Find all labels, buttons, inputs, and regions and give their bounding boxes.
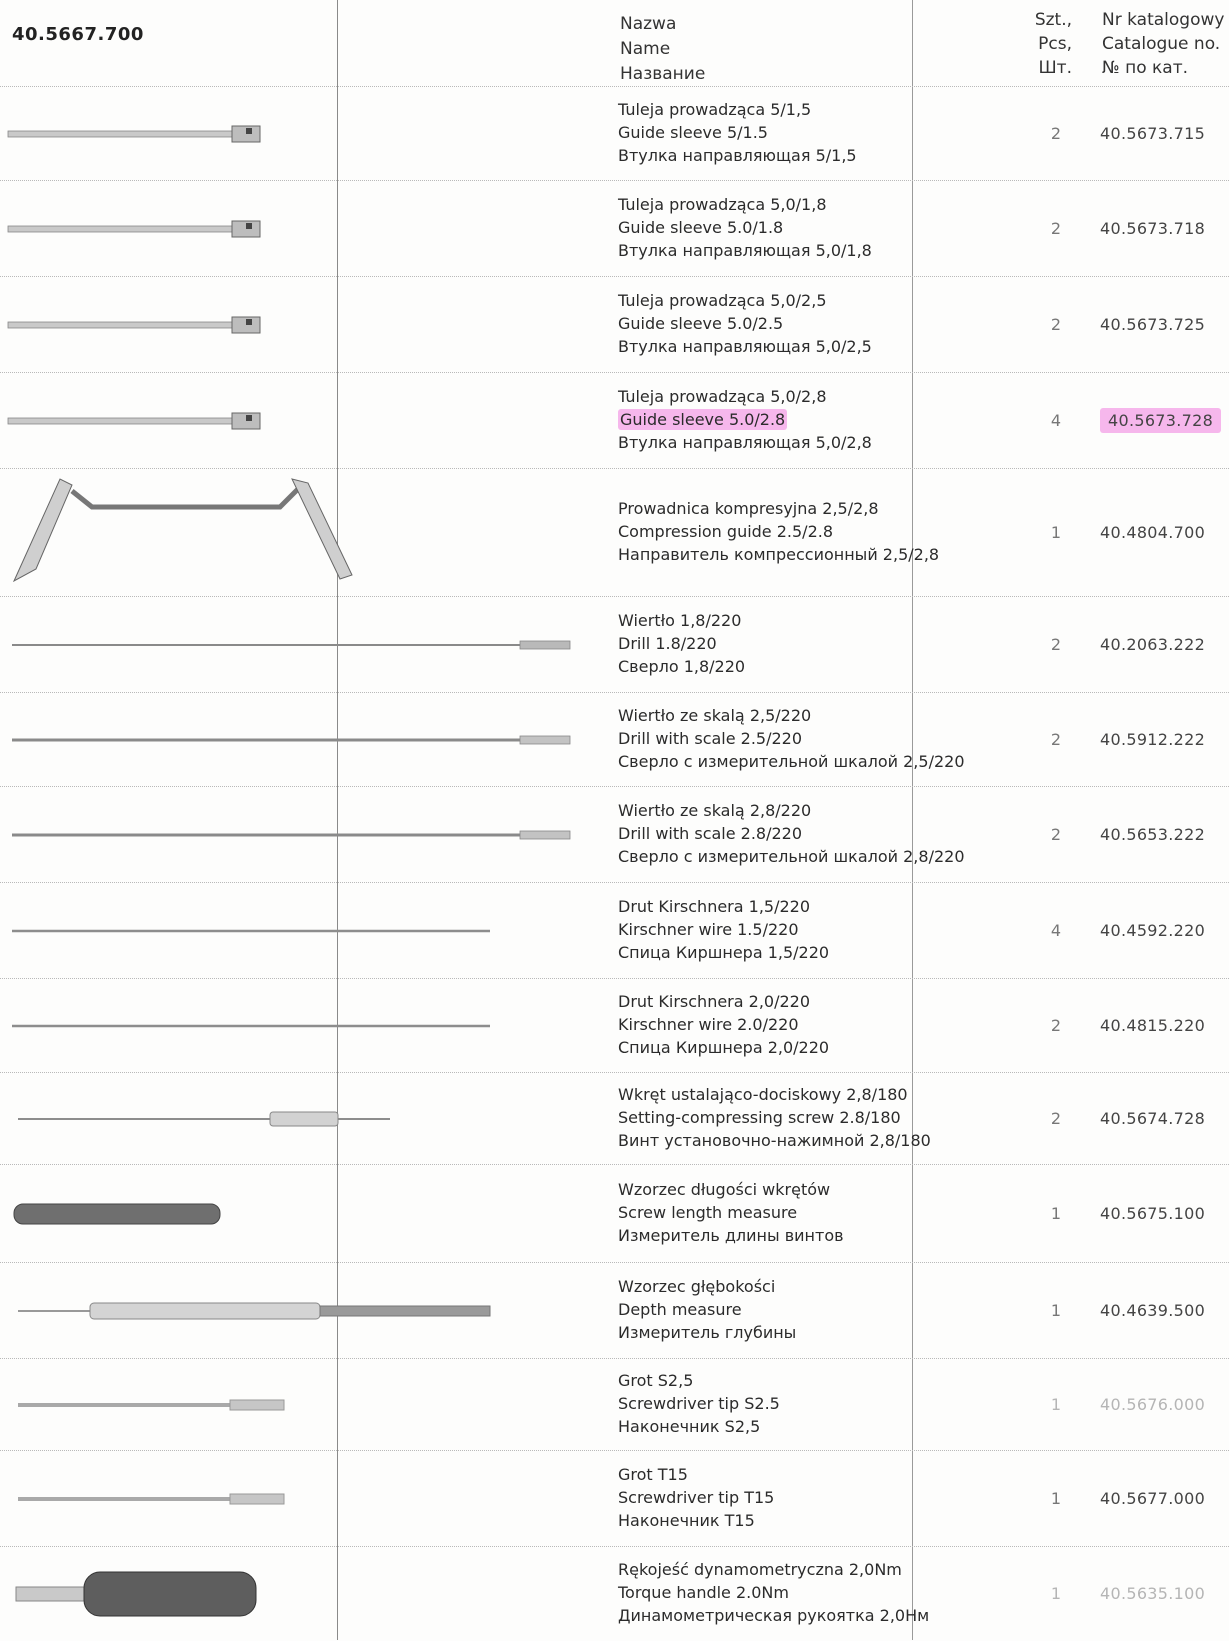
item-name-pl: Prowadnica kompresyjna 2,5/2,8 (618, 499, 879, 518)
item-name-pl: Grot S2,5 (618, 1371, 694, 1390)
item-name-en: Drill 1.8/220 (618, 634, 717, 653)
item-qty: 2 (1050, 1016, 1062, 1035)
compression-guide-icon (0, 469, 600, 597)
item-qty: 2 (1050, 825, 1062, 844)
item-name-pl: Wkręt ustalająco-dociskowy 2,8/180 (618, 1085, 908, 1104)
item-catalogue-number (1100, 921, 1205, 940)
item-name (618, 895, 829, 964)
item-name (618, 98, 857, 167)
item-name-ru: Наконечник T15 (618, 1511, 755, 1530)
item-qty: 1 (1050, 1301, 1062, 1320)
catalogue-number-text: 40.5673.728 (1100, 408, 1221, 433)
table-row (0, 786, 1229, 883)
item-name (618, 1463, 774, 1532)
header-qty-en: Pcs, (1038, 34, 1072, 54)
catalogue-number-text: 40.5675.100 (1100, 1204, 1206, 1223)
item-qty: 1 (1050, 1395, 1062, 1414)
item-name-ru: Спица Киршнера 1,5/220 (618, 943, 830, 962)
setting-screw-icon (0, 1073, 600, 1165)
item-name-pl: Drut Kirschnera 2,0/220 (618, 992, 811, 1011)
catalogue-number-text: 40.5676.000 (1100, 1395, 1206, 1414)
header-cat-pl: Nr katalogowy (1102, 10, 1225, 30)
item-name-en: Drill with scale 2.8/220 (618, 824, 803, 843)
k-wire-icon (0, 979, 600, 1073)
item-name-pl: Wiertło 1,8/220 (618, 611, 742, 630)
item-catalogue-number (1100, 1109, 1205, 1128)
item-name-en: Torque handle 2.0Nm (618, 1583, 789, 1602)
catalogue-number-text: 40.5677.000 (1100, 1489, 1206, 1508)
item-name (618, 1369, 780, 1438)
guide-sleeve-icon (0, 181, 600, 277)
item-name-ru: Сверло с измерительной шкалой 2,5/220 (618, 752, 965, 771)
item-name-ru: Измеритель длины винтов (618, 1226, 844, 1245)
table-row (0, 276, 1229, 373)
item-name (618, 1558, 929, 1627)
item-name-ru: Втулка направляющая 5,0/1,8 (618, 241, 872, 260)
item-name (618, 1083, 931, 1152)
item-catalogue-number (1100, 1584, 1205, 1603)
item-name-en: Drill with scale 2.5/220 (618, 729, 803, 748)
item-qty: 4 (1050, 411, 1062, 430)
item-name-en: Guide sleeve 5/1.5 (618, 123, 768, 142)
item-name (618, 385, 872, 454)
item-catalogue-number (1100, 1489, 1205, 1508)
item-name-pl: Tuleja prowadząca 5,0/2,8 (618, 387, 827, 406)
catalogue-number-text: 40.5673.715 (1100, 124, 1206, 143)
item-name-ru: Наконечник S2,5 (618, 1417, 761, 1436)
item-name (618, 990, 829, 1059)
item-name-en: Setting-compressing screw 2.8/180 (618, 1108, 901, 1127)
item-name (618, 1275, 796, 1344)
item-name-en: Depth measure (618, 1300, 742, 1319)
table-row (0, 372, 1229, 469)
header-name (620, 12, 705, 87)
table-row (0, 692, 1229, 787)
item-catalogue-number (1100, 825, 1205, 844)
item-name-en: Kirschner wire 2.0/220 (618, 1015, 799, 1034)
header-qty (1032, 8, 1072, 80)
guide-sleeve-icon (0, 373, 600, 469)
item-qty: 4 (1050, 921, 1062, 940)
header-catalogue (1102, 8, 1224, 80)
catalogue-number-text: 40.5653.222 (1100, 825, 1206, 844)
item-name-pl: Grot T15 (618, 1465, 688, 1484)
header-qty-ru: Шт. (1038, 58, 1072, 78)
item-catalogue-number (1100, 523, 1205, 542)
item-qty: 2 (1050, 635, 1062, 654)
item-name-pl: Tuleja prowadząca 5,0/2,5 (618, 291, 827, 310)
k-wire-icon (0, 883, 600, 979)
item-name (618, 609, 745, 678)
item-name-ru: Сверло 1,8/220 (618, 657, 746, 676)
item-name (618, 704, 965, 773)
item-qty: 2 (1050, 1109, 1062, 1128)
catalogue-number-text: 40.5673.718 (1100, 219, 1206, 238)
table-row (0, 468, 1229, 597)
item-qty: 2 (1050, 315, 1062, 334)
header-name-pl: Nazwa (620, 14, 677, 34)
item-name (618, 497, 939, 566)
item-name-en: Screwdriver tip S2.5 (618, 1394, 780, 1413)
header-qty-pl: Szt., (1034, 10, 1072, 30)
header-cat-ru: № по кат. (1102, 58, 1188, 78)
table-row (0, 1358, 1229, 1451)
table-row (0, 1546, 1229, 1641)
item-name-en: Kirschner wire 1.5/220 (618, 920, 799, 939)
item-name-ru: Втулка направляющая 5/1,5 (618, 146, 857, 165)
item-name-pl: Drut Kirschnera 1,5/220 (618, 897, 811, 916)
item-catalogue-number (1100, 219, 1205, 238)
depth-measure-icon (0, 1263, 600, 1359)
item-name-ru: Втулка направляющая 5,0/2,8 (618, 433, 872, 452)
table-row (0, 1262, 1229, 1359)
catalogue-number-text: 40.4815.220 (1100, 1016, 1206, 1035)
item-name-ru: Динамометрическая рукоятка 2,0Нм (618, 1606, 930, 1625)
drill-scale-icon (0, 693, 600, 787)
item-name-ru: Втулка направляющая 5,0/2,5 (618, 337, 872, 356)
item-name-en: Screw length measure (618, 1203, 798, 1222)
screw-length-measure-icon (0, 1165, 600, 1263)
header-name-ru: Название (620, 64, 706, 84)
catalogue-number-text: 40.5673.725 (1100, 315, 1206, 334)
catalogue-number-text: 40.5912.222 (1100, 730, 1206, 749)
table-row (0, 882, 1229, 979)
table-row (0, 1450, 1229, 1547)
item-name (618, 799, 965, 868)
item-catalogue-number (1100, 411, 1221, 430)
item-catalogue-number (1100, 124, 1205, 143)
screwdriver-tip-icon (0, 1359, 600, 1451)
item-name-en: Screwdriver tip T15 (618, 1488, 775, 1507)
catalogue-number-text: 40.2063.222 (1100, 635, 1206, 654)
item-qty: 2 (1050, 730, 1062, 749)
item-name (618, 289, 872, 358)
item-qty: 1 (1050, 1204, 1062, 1223)
item-qty: 2 (1050, 124, 1062, 143)
item-name-ru: Сверло с измерительной шкалой 2,8/220 (618, 847, 965, 866)
catalogue-number-text: 40.4804.700 (1100, 523, 1206, 542)
item-qty: 1 (1050, 1584, 1062, 1603)
catalogue-number-text: 40.5635.100 (1100, 1584, 1206, 1603)
item-name-pl: Rękojeść dynamometryczna 2,0Nm (618, 1560, 902, 1579)
item-catalogue-number (1100, 730, 1205, 749)
item-name-en: Guide sleeve 5.0/2.5 (618, 314, 784, 333)
catalogue-number-text: 40.5674.728 (1100, 1109, 1206, 1128)
screwdriver-tip-icon (0, 1451, 600, 1547)
item-name (618, 193, 872, 262)
table-row (0, 86, 1229, 181)
guide-sleeve-icon (0, 277, 600, 373)
item-name-ru: Винт установочно-нажимной 2,8/180 (618, 1131, 931, 1150)
catalogue-number-text: 40.4592.220 (1100, 921, 1206, 940)
item-catalogue-number (1100, 315, 1205, 334)
item-name-pl: Tuleja prowadząca 5/1,5 (618, 100, 812, 119)
item-name-ru: Измеритель глубины (618, 1323, 797, 1342)
header-cat-en: Catalogue no. (1102, 34, 1221, 54)
item-name-en: Guide sleeve 5.0/2.8 (620, 410, 786, 429)
item-name-en: Guide sleeve 5.0/1.8 (618, 218, 784, 237)
drill-scale-icon (0, 787, 600, 883)
item-name-ru: Спица Киршнера 2,0/220 (618, 1038, 830, 1057)
item-name-pl: Wzorzec głębokości (618, 1277, 776, 1296)
header-name-en: Name (620, 39, 671, 59)
catalogue-number-text: 40.4639.500 (1100, 1301, 1206, 1320)
item-name-pl: Wiertło ze skalą 2,8/220 (618, 801, 812, 820)
item-catalogue-number (1100, 635, 1205, 654)
guide-sleeve-icon (0, 87, 600, 181)
item-qty: 1 (1050, 1489, 1062, 1508)
item-catalogue-number (1100, 1395, 1205, 1414)
table-row (0, 180, 1229, 277)
item-name-pl: Tuleja prowadząca 5,0/1,8 (618, 195, 827, 214)
item-name-ru: Направитель компрессионный 2,5/2,8 (618, 545, 940, 564)
torque-handle-icon (0, 1547, 600, 1641)
item-qty: 2 (1050, 219, 1062, 238)
table-row (0, 1164, 1229, 1263)
item-catalogue-number (1100, 1016, 1205, 1035)
item-name-en: Compression guide 2.5/2.8 (618, 522, 834, 541)
item-name-pl: Wiertło ze skalą 2,5/220 (618, 706, 812, 725)
drill-icon (0, 597, 600, 693)
item-name (618, 1178, 844, 1247)
table-row (0, 1072, 1229, 1165)
item-catalogue-number (1100, 1204, 1205, 1223)
item-catalogue-number (1100, 1301, 1205, 1320)
item-qty: 1 (1050, 523, 1062, 542)
set-number: 40.5667.700 (12, 24, 144, 45)
item-name-pl: Wzorzec długości wkrętów (618, 1180, 831, 1199)
table-row (0, 596, 1229, 693)
table-row (0, 978, 1229, 1073)
